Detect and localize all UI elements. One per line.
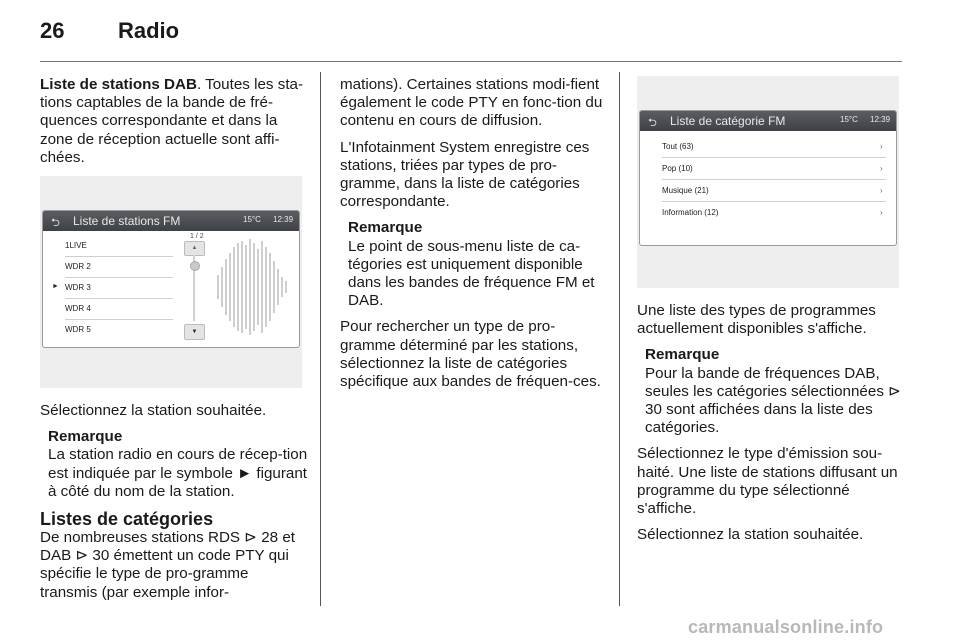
note-block-2 — [348, 219, 606, 310]
screen-title-bar — [640, 111, 896, 131]
intro-bold: Liste de stations DAB — [40, 76, 197, 93]
column-1-lower — [40, 402, 308, 610]
page-indicator: 1 / 2 — [190, 233, 204, 240]
category-list-screen — [639, 110, 897, 246]
scrollbar-thumb[interactable] — [190, 261, 200, 271]
header-divider — [40, 61, 902, 62]
scroll-down-button[interactable]: ▼ — [184, 324, 205, 340]
station-list-screen — [42, 210, 300, 348]
column-2 — [340, 76, 606, 399]
category-item[interactable]: Pop (10) — [662, 164, 693, 173]
chevron-right-icon[interactable]: › — [880, 208, 883, 217]
paragraph: mations). Certaines stations modi-fient également le code PTY en fonc-tion du contenu en cours de diffusion. — [340, 76, 603, 130]
screenshot-station-list — [40, 176, 302, 388]
page-number: 26 — [40, 18, 65, 43]
row-divider — [65, 277, 173, 278]
station-item[interactable]: WDR 3 — [65, 283, 91, 292]
select-station-text: Sélectionnez la station souhaitée. — [40, 402, 267, 419]
screen-title: Liste de catégorie FM — [670, 114, 786, 128]
paragraph: Une liste des types de programmes actuellement disponibles s'affiche. — [637, 302, 876, 338]
note-text: La station radio en cours de récep-tion est indiquée par le symbole ► figurant à côté du nom de la station. — [48, 446, 308, 500]
row-divider — [65, 256, 173, 257]
column-3 — [637, 302, 903, 552]
note-block-3 — [645, 346, 903, 437]
row-divider — [662, 157, 886, 158]
station-item[interactable]: 1LIVE — [65, 241, 87, 250]
intro-rest: . Toutes les sta-tions captables de la bande de fré-quences correspondante et dans la zone de réception actuelle sont affi-chées. — [40, 76, 304, 166]
chevron-right-icon[interactable]: › — [880, 186, 883, 195]
paragraph: L'Infotainment System enregistre ces stations, triées par types de pro-gramme, dans la liste de catégories correspondante. — [340, 138, 590, 211]
screen-title: Liste de stations FM — [73, 214, 181, 228]
row-divider — [662, 201, 886, 202]
scroll-up-button[interactable]: ▲ — [184, 241, 205, 256]
paragraph: Sélectionnez le type d'émission sou-haité. Une liste de stations diffusant un programme du type sélectionné s'affiche. — [637, 445, 898, 518]
column-divider-2 — [619, 72, 620, 606]
current-station-marker: ► — [52, 283, 59, 290]
screen-time: 12:39 — [273, 215, 294, 224]
row-divider — [65, 319, 173, 320]
intro-paragraph — [40, 76, 308, 167]
row-divider — [662, 179, 886, 180]
section-heading: Listes de catégories — [40, 509, 214, 530]
category-item[interactable]: Musique (21) — [662, 186, 709, 195]
paragraph: Pour rechercher un type de pro-gramme déterminé par les stations, sélectionnez la liste de catégories spécifique aux bandes de fréquen-ces. — [340, 318, 601, 391]
note-text: Le point de sous-menu liste de ca-tégories est uniquement disponible dans les bandes de fréquence FM et DAB. — [348, 237, 595, 310]
screen-temperature: 15°C — [243, 215, 261, 224]
note-title: Remarque — [645, 346, 720, 364]
station-item[interactable]: WDR 4 — [65, 304, 91, 313]
page-header — [40, 18, 902, 60]
back-icon[interactable]: ⮌ — [648, 117, 657, 129]
station-item[interactable]: WDR 2 — [65, 262, 91, 271]
watermark: carmanualsonline.info — [688, 617, 884, 637]
category-item[interactable]: Information (12) — [662, 208, 719, 217]
back-icon[interactable]: ⮌ — [51, 217, 60, 229]
column-divider-1 — [320, 72, 321, 606]
chevron-right-icon[interactable]: › — [880, 164, 883, 173]
station-item[interactable]: WDR 5 — [65, 325, 91, 334]
page-title: Radio — [118, 18, 180, 43]
screen-temperature: 15°C — [840, 115, 858, 124]
note-text: Pour la bande de fréquences DAB, seules les catégories sélectionnées ⊳ 30 sont affichées dans la liste des catégories. — [645, 364, 901, 437]
section-text: De nombreuses stations RDS ⊳ 28 et DAB ⊳ 30 émettent un code PTY qui spécifie le type de pro-gramme transmis (par exemple infor- — [40, 529, 295, 601]
screenshot-category-list — [637, 76, 899, 288]
waveform-graphic — [215, 239, 295, 335]
note-title: Remarque — [348, 219, 423, 237]
paragraph: Sélectionnez la station souhaitée. — [637, 526, 864, 544]
chevron-right-icon[interactable]: › — [880, 142, 883, 151]
note-block-1 — [48, 428, 308, 501]
category-item[interactable]: Tout (63) — [662, 142, 694, 151]
screen-time: 12:39 — [870, 115, 891, 124]
note-title: Remarque — [48, 428, 123, 446]
screen-title-bar — [43, 211, 299, 231]
column-1 — [40, 76, 308, 175]
row-divider — [65, 298, 173, 299]
